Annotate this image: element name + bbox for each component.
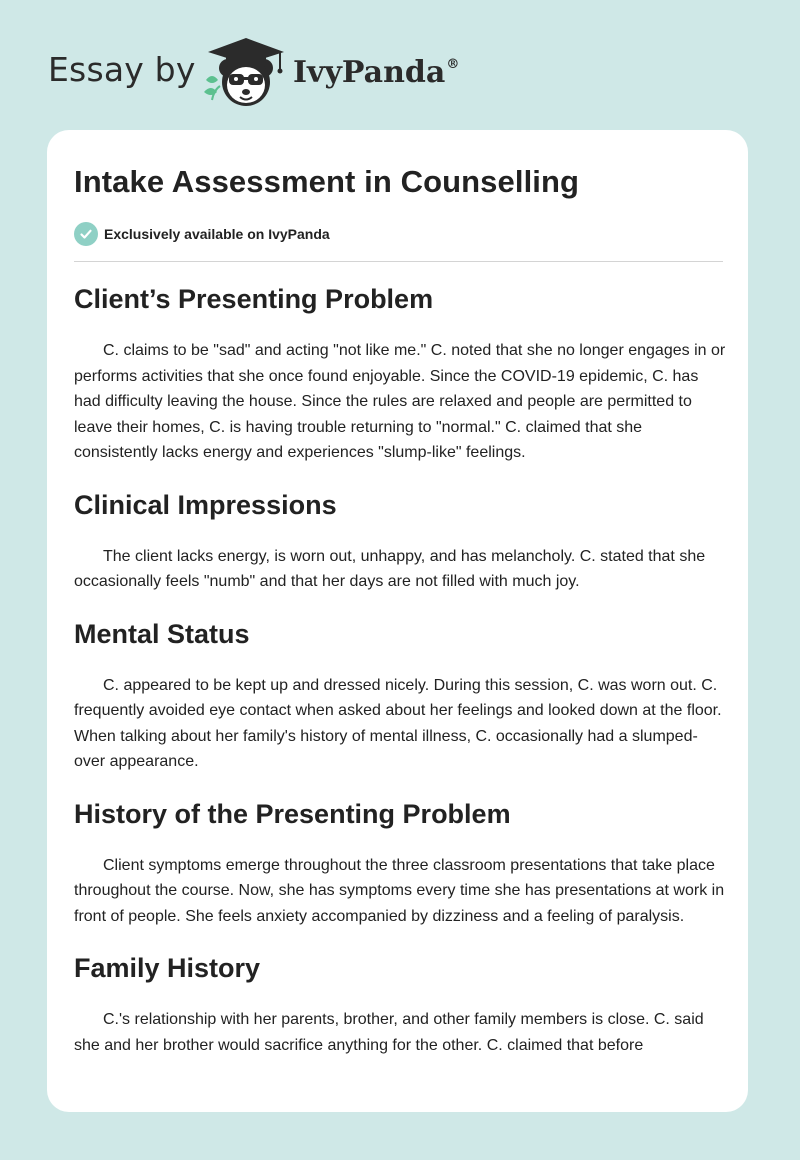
brand-prefix: Essay by: [48, 50, 196, 89]
check-circle-icon: [74, 222, 98, 246]
section-mental-status: [74, 617, 728, 775]
section-heading: Client’s Presenting Problem: [74, 284, 434, 314]
section-paragraph: Client symptoms emerge throughout the three classroom presentations that take place throughout the course. Now, she has symptoms every time she has presentations at work in front of people. She feels anxiety accompanied by dizziness and a feeling of paralysis.: [74, 856, 725, 925]
badge-label: Exclusively available on IvyPanda: [104, 226, 330, 242]
registered-mark: ®: [446, 57, 460, 72]
title-divider: [74, 261, 723, 262]
section-heading: Clinical Impressions: [74, 489, 337, 520]
panda-graduate-logo-icon[interactable]: [200, 34, 292, 110]
section-paragraph: C. claims to be "sad" and acting "not like me." C. noted that she no longer engages in or performs activities that she once found enjoyable. Since the COVID-19 epidemic, C. has had difficulty leaving the house. Since the rules are relaxed and people are permitted to leave their homes, C. is having trouble returning to "normal." C. claimed that she consistently lacks energy and experiences "slump-like" feelings.: [74, 342, 726, 461]
section-clinical-impressions: [74, 488, 728, 595]
exclusive-badge: [74, 222, 330, 246]
section-heading: Mental Status: [74, 618, 250, 649]
section-history-presenting-problem: [74, 797, 728, 930]
section-paragraph: C.'s relationship with her parents, brother, and other family members is close. C. said she and her brother would sacrifice anything for the other. C. claimed that before: [74, 1011, 704, 1054]
site-header: [0, 0, 800, 130]
brand-name[interactable]: IvyPanda®: [293, 55, 460, 90]
essay-card: [47, 130, 748, 1112]
section-family-history: [74, 951, 728, 1058]
section-presenting-problem: [74, 282, 728, 466]
essay-body: [74, 282, 728, 1080]
page-title: Intake Assessment in Counselling: [74, 164, 580, 199]
section-heading: Family History: [74, 953, 261, 983]
section-paragraph: C. appeared to be kept up and dressed nicely. During this session, C. was worn out. C. frequently avoided eye contact when asked about her feelings and looked down at the floor. When talking about her family's history of mental illness, C. occasionally had a slumped-over appearance.: [74, 676, 722, 770]
section-heading: History of the Presenting Problem: [74, 798, 511, 829]
section-paragraph: The client lacks energy, is worn out, unhappy, and has melancholy. C. stated that she occasionally feels "numb" and that her days are not filled with much joy.: [74, 547, 706, 590]
